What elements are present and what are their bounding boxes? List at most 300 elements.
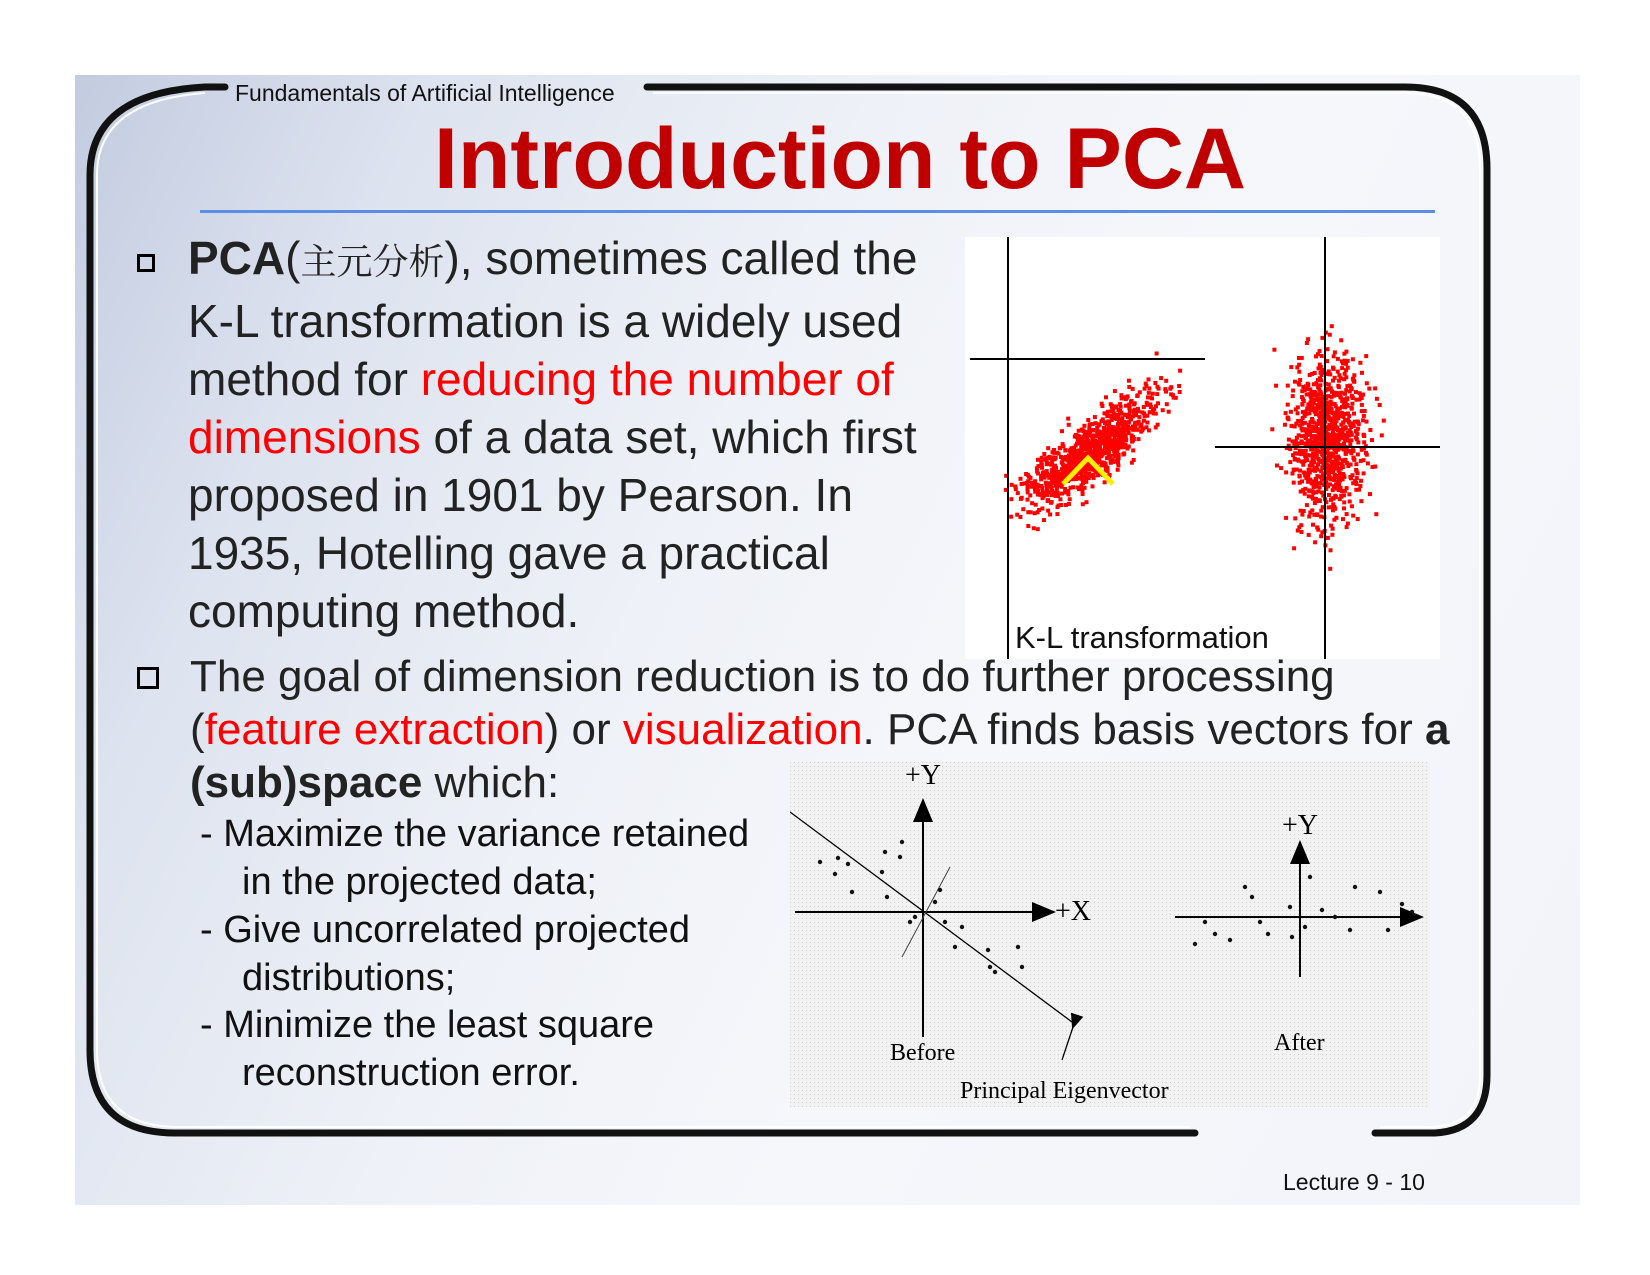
scatter-point bbox=[1319, 534, 1323, 538]
data-point bbox=[908, 920, 912, 924]
scatter-point bbox=[1104, 465, 1108, 469]
scatter-point bbox=[1113, 438, 1117, 442]
scatter-point bbox=[1318, 428, 1322, 432]
scatter-point bbox=[1032, 526, 1036, 530]
scatter-point bbox=[1343, 397, 1347, 401]
scatter-point bbox=[1045, 462, 1049, 466]
feature-extraction-highlight: feature extraction bbox=[204, 705, 545, 754]
scatter-point bbox=[1060, 467, 1064, 471]
scatter-point bbox=[1319, 481, 1323, 485]
scatter-point bbox=[1028, 493, 1032, 497]
data-point bbox=[1290, 935, 1294, 939]
slide bbox=[75, 75, 1580, 1205]
scatter-point bbox=[1350, 394, 1354, 398]
scatter-point bbox=[1300, 426, 1304, 430]
bullet-2-text-a: The goal of dimension reduction is to do further processing ( bbox=[190, 652, 1335, 754]
scatter-point bbox=[1297, 370, 1301, 374]
scatter-point bbox=[1279, 466, 1283, 470]
scatter-point bbox=[1293, 457, 1297, 461]
list-item bbox=[200, 810, 749, 906]
scatter-point bbox=[1019, 497, 1023, 501]
scatter-point bbox=[1121, 422, 1125, 426]
scatter-point bbox=[1080, 452, 1084, 456]
scatter-point bbox=[1317, 489, 1321, 493]
scatter-point bbox=[1128, 405, 1132, 409]
scatter-point bbox=[1355, 432, 1359, 436]
scatter-point bbox=[1104, 395, 1108, 399]
pca-term: PCA bbox=[188, 232, 286, 284]
scatter-point bbox=[1347, 492, 1351, 496]
scatter-point bbox=[1330, 460, 1334, 464]
scatter-point bbox=[1382, 419, 1386, 423]
scatter-point bbox=[1356, 440, 1360, 444]
scatter-point bbox=[1128, 426, 1132, 430]
scatter-point bbox=[1082, 424, 1086, 428]
scatter-point bbox=[1345, 512, 1349, 516]
data-point bbox=[960, 925, 964, 929]
pca-before-after-figure bbox=[790, 762, 1430, 1107]
scatter-point bbox=[1370, 438, 1374, 442]
scatter-point bbox=[1307, 494, 1311, 498]
scatter-point bbox=[1352, 412, 1356, 416]
scatter-point bbox=[1328, 567, 1332, 571]
scatter-point bbox=[1058, 497, 1062, 501]
scatter-point bbox=[1050, 500, 1054, 504]
scatter-point bbox=[1329, 426, 1333, 430]
scatter-point bbox=[1147, 377, 1151, 381]
scatter-point bbox=[1110, 404, 1114, 408]
title-underline bbox=[200, 210, 1435, 213]
scatter-point bbox=[1022, 482, 1026, 486]
scatter-point bbox=[1054, 456, 1058, 460]
scatter-point bbox=[1350, 504, 1354, 508]
scatter-point bbox=[1291, 389, 1295, 393]
scatter-point bbox=[1336, 370, 1340, 374]
scatter-point bbox=[1366, 461, 1370, 465]
data-point bbox=[850, 890, 854, 894]
y-label-before: +Y bbox=[904, 762, 942, 791]
scatter-point bbox=[1363, 409, 1367, 413]
scatter-point bbox=[1346, 359, 1350, 363]
scatter-point bbox=[1141, 410, 1145, 414]
scatter-point bbox=[1341, 465, 1345, 469]
scatter-point bbox=[1100, 404, 1104, 408]
scatter-point bbox=[1071, 447, 1075, 451]
scatter-point bbox=[1009, 497, 1013, 501]
scatter-point bbox=[1333, 473, 1337, 477]
after-label: After bbox=[1274, 1030, 1325, 1056]
scatter-point bbox=[1348, 390, 1352, 394]
scatter-point bbox=[1067, 423, 1071, 427]
scatter-point bbox=[1084, 480, 1088, 484]
scatter-point bbox=[1161, 408, 1165, 412]
scatter-point bbox=[1347, 439, 1351, 443]
scatter-point bbox=[1343, 372, 1347, 376]
scatter-point bbox=[1351, 449, 1355, 453]
data-point bbox=[1020, 965, 1024, 969]
scatter-point bbox=[1359, 479, 1363, 483]
scatter-point bbox=[1339, 338, 1343, 342]
scatter-point bbox=[1334, 516, 1338, 520]
scatter-point bbox=[1034, 503, 1038, 507]
scatter-point bbox=[1039, 477, 1043, 481]
scatter-point bbox=[1097, 447, 1101, 451]
scatter-point bbox=[1113, 431, 1117, 435]
scatter-point bbox=[1336, 357, 1340, 361]
data-point bbox=[1353, 885, 1357, 889]
data-point bbox=[1250, 895, 1254, 899]
scatter-point bbox=[1311, 523, 1315, 527]
scatter-point bbox=[1296, 419, 1300, 423]
scatter-point bbox=[1107, 454, 1111, 458]
list-item-line: - Minimize the least square bbox=[200, 1004, 655, 1046]
scatter-point bbox=[1289, 365, 1293, 369]
scatter-point bbox=[1100, 453, 1104, 457]
scatter-point bbox=[1101, 434, 1105, 438]
scatter-point bbox=[1092, 438, 1096, 442]
scatter-point bbox=[1120, 396, 1124, 400]
scatter-point bbox=[1040, 466, 1044, 470]
data-point bbox=[1228, 938, 1232, 942]
scatter-point bbox=[1291, 394, 1295, 398]
scatter-point bbox=[1341, 459, 1345, 463]
scatter-point bbox=[1272, 348, 1276, 352]
scatter-point bbox=[1332, 354, 1336, 358]
scatter-point bbox=[1368, 492, 1372, 496]
scatter-point bbox=[1053, 464, 1057, 468]
scatter-point bbox=[1359, 459, 1363, 463]
list-item-line: - Give uncorrelated projected bbox=[200, 909, 691, 951]
scatter-point bbox=[1125, 413, 1129, 417]
scatter-point bbox=[1066, 417, 1070, 421]
scatter-point bbox=[1105, 412, 1109, 416]
scatter-point bbox=[1083, 475, 1087, 479]
scatter-point bbox=[1074, 461, 1078, 465]
scatter-point bbox=[1344, 388, 1348, 392]
data-point bbox=[933, 900, 937, 904]
scatter-point bbox=[1132, 458, 1136, 462]
scatter-point bbox=[1154, 412, 1158, 416]
scatter-point bbox=[1077, 429, 1081, 433]
scatter-point bbox=[1057, 504, 1061, 508]
data-point bbox=[988, 965, 992, 969]
scatter-point bbox=[1299, 490, 1303, 494]
scatter-point bbox=[1342, 377, 1346, 381]
scatter-point bbox=[1333, 350, 1337, 354]
scatter-point bbox=[1293, 380, 1297, 384]
scatter-point bbox=[1057, 479, 1061, 483]
scatter-point bbox=[1345, 384, 1349, 388]
scatter-point bbox=[1318, 485, 1322, 489]
scatter-point bbox=[1292, 546, 1296, 550]
data-point bbox=[1243, 885, 1247, 889]
scatter-point bbox=[1305, 393, 1309, 397]
scatter-point bbox=[1297, 474, 1301, 478]
scatter-point bbox=[1288, 460, 1292, 464]
scatter-point bbox=[1127, 385, 1131, 389]
scatter-point bbox=[1119, 435, 1123, 439]
scatter-point bbox=[1069, 451, 1073, 455]
scatter-point bbox=[1317, 459, 1321, 463]
scatter-point bbox=[1131, 424, 1135, 428]
scatter-point bbox=[1106, 434, 1110, 438]
scatter-point bbox=[1131, 435, 1135, 439]
kl-transformation-figure bbox=[965, 237, 1440, 659]
scatter-point bbox=[1287, 438, 1291, 442]
scatter-point bbox=[1338, 395, 1342, 399]
scatter-point bbox=[1049, 484, 1053, 488]
scatter-point bbox=[1127, 431, 1131, 435]
scatter-point bbox=[1340, 359, 1344, 363]
scatter-point bbox=[1087, 476, 1091, 480]
scatter-point bbox=[1329, 400, 1333, 404]
scatter-point bbox=[1354, 488, 1358, 492]
scatter-point bbox=[1137, 437, 1141, 441]
scatter-point bbox=[1299, 509, 1303, 513]
scatter-point bbox=[1079, 477, 1083, 481]
scatter-point bbox=[1041, 471, 1045, 475]
scatter-point bbox=[1307, 515, 1311, 519]
scatter-point bbox=[1315, 468, 1319, 472]
scatter-point bbox=[1061, 463, 1065, 467]
scatter-point bbox=[1155, 352, 1159, 356]
scatter-point bbox=[1064, 448, 1068, 452]
before-label: Before bbox=[890, 1040, 956, 1066]
scatter-point bbox=[1307, 468, 1311, 472]
scatter-point bbox=[1093, 443, 1097, 447]
scatter-point bbox=[1036, 527, 1040, 531]
checkbox-bullet-icon bbox=[137, 667, 159, 689]
scatter-point bbox=[1326, 347, 1330, 351]
data-point bbox=[1203, 920, 1207, 924]
scatter-point bbox=[1156, 385, 1160, 389]
scatter-point bbox=[1286, 403, 1290, 407]
scatter-point bbox=[1305, 457, 1309, 461]
scatter-point bbox=[1303, 492, 1307, 496]
data-point bbox=[1386, 928, 1390, 932]
scatter-point bbox=[1303, 487, 1307, 491]
scatter-point bbox=[1354, 481, 1358, 485]
scatter-point bbox=[1344, 368, 1348, 372]
data-point bbox=[836, 856, 840, 860]
scatter-point bbox=[1021, 507, 1025, 511]
scatter-point bbox=[1308, 373, 1312, 377]
scatter-point bbox=[1300, 389, 1304, 393]
scatter-point bbox=[1354, 462, 1358, 466]
scatter-point bbox=[1342, 500, 1346, 504]
scatter-point bbox=[1360, 448, 1364, 452]
scatter-point bbox=[1146, 403, 1150, 407]
scatter-point bbox=[1178, 369, 1182, 373]
scatter-point bbox=[1026, 524, 1030, 528]
scatter-point bbox=[1300, 513, 1304, 517]
scatter-point bbox=[1147, 386, 1151, 390]
scatter-point bbox=[1312, 485, 1316, 489]
scatter-point bbox=[1042, 452, 1046, 456]
data-point bbox=[1016, 945, 1020, 949]
scatter-point bbox=[1060, 429, 1064, 433]
scatter-point bbox=[1346, 522, 1350, 526]
scatter-point bbox=[1319, 378, 1323, 382]
data-point bbox=[846, 862, 850, 866]
eigenvector-label: Principal Eigenvector bbox=[960, 1078, 1169, 1104]
scatter-point bbox=[1355, 398, 1359, 402]
scatter-point bbox=[1151, 392, 1155, 396]
scatter-point bbox=[1026, 498, 1030, 502]
scatter-point bbox=[1318, 383, 1322, 387]
scatter-point bbox=[1314, 354, 1318, 358]
scatter-point bbox=[1358, 361, 1362, 365]
scatter-point bbox=[1082, 435, 1086, 439]
scatter-point bbox=[1301, 403, 1305, 407]
scatter-point bbox=[1314, 478, 1318, 482]
scatter-point bbox=[1014, 487, 1018, 491]
scatter-point bbox=[1304, 449, 1308, 453]
data-point bbox=[1303, 925, 1307, 929]
data-point bbox=[1266, 932, 1270, 936]
scatter-point bbox=[1142, 419, 1146, 423]
scatter-point bbox=[1088, 422, 1092, 426]
scatter-point bbox=[1310, 508, 1314, 512]
scatter-point bbox=[1292, 481, 1296, 485]
scatter-point bbox=[1302, 399, 1306, 403]
scatter-point bbox=[1076, 451, 1080, 455]
data-point bbox=[885, 895, 889, 899]
scatter-point bbox=[1343, 405, 1347, 409]
scatter-point bbox=[1091, 484, 1095, 488]
scatter-point bbox=[1310, 462, 1314, 466]
scatter-point bbox=[1351, 473, 1355, 477]
scatter-point bbox=[1353, 420, 1357, 424]
scatter-point bbox=[1300, 530, 1304, 534]
scatter-point bbox=[1132, 402, 1136, 406]
scatter-point bbox=[1132, 410, 1136, 414]
scatter-point bbox=[1343, 437, 1347, 441]
scatter-point bbox=[1303, 421, 1307, 425]
scatter-point bbox=[1097, 440, 1101, 444]
scatter-point bbox=[1331, 477, 1335, 481]
scatter-point bbox=[1317, 393, 1321, 397]
bullet-2-text-b: ) or bbox=[544, 705, 623, 754]
scatter-point bbox=[1081, 492, 1085, 496]
scatter-point bbox=[1365, 381, 1369, 385]
scatter-point bbox=[1309, 448, 1313, 452]
scatter-point bbox=[1373, 465, 1377, 469]
scatter-point bbox=[1274, 384, 1278, 388]
scatter-point bbox=[1112, 460, 1116, 464]
scatter-point bbox=[1082, 469, 1086, 473]
scatter-point bbox=[1067, 502, 1071, 506]
scatter-point bbox=[1307, 423, 1311, 427]
list-item bbox=[200, 1001, 654, 1097]
scatter-point bbox=[1300, 395, 1304, 399]
data-point bbox=[913, 915, 917, 919]
scatter-point bbox=[1046, 446, 1050, 450]
scatter-point bbox=[1360, 396, 1364, 400]
scatter-point bbox=[1330, 324, 1334, 328]
scatter-point bbox=[1329, 548, 1333, 552]
scatter-point bbox=[1335, 407, 1339, 411]
scatter-point bbox=[1079, 487, 1083, 491]
scatter-point bbox=[1121, 440, 1125, 444]
scatter-point bbox=[1373, 386, 1377, 390]
scatter-point bbox=[1135, 394, 1139, 398]
scatter-point bbox=[1310, 436, 1314, 440]
scatter-point bbox=[1326, 387, 1330, 391]
bullet-1-text-a: ), sometimes called the K-L transformation is a widely used method for bbox=[188, 232, 918, 405]
scatter-point bbox=[1076, 434, 1080, 438]
scatter-point bbox=[1311, 459, 1315, 463]
scatter-point bbox=[1064, 455, 1068, 459]
scatter-point bbox=[1334, 450, 1338, 454]
scatter-point bbox=[1300, 479, 1304, 483]
scatter-point bbox=[1331, 502, 1335, 506]
scatter-point bbox=[1327, 474, 1331, 478]
scatter-point bbox=[1087, 444, 1091, 448]
scatter-point bbox=[1154, 404, 1158, 408]
scatter-point bbox=[1358, 484, 1362, 488]
scatter-point bbox=[1095, 426, 1099, 430]
data-point bbox=[953, 945, 957, 949]
scatter-point bbox=[1327, 493, 1331, 497]
scatter-point bbox=[1313, 540, 1317, 544]
scatter-point bbox=[1033, 479, 1037, 483]
scatter-point bbox=[1061, 442, 1065, 446]
scatter-point bbox=[1354, 390, 1358, 394]
subspace-term: a (sub)space bbox=[190, 705, 1450, 807]
scatter-point bbox=[1352, 373, 1356, 377]
scatter-point bbox=[1306, 382, 1310, 386]
scatter-point bbox=[1055, 472, 1059, 476]
scatter-point bbox=[1092, 476, 1096, 480]
data-point bbox=[943, 920, 947, 924]
scatter-point bbox=[1120, 416, 1124, 420]
scatter-point bbox=[1295, 468, 1299, 472]
scatter-point bbox=[1141, 427, 1145, 431]
scatter-point bbox=[1061, 473, 1065, 477]
scatter-point bbox=[1290, 424, 1294, 428]
scatter-point bbox=[1362, 440, 1366, 444]
data-point bbox=[880, 870, 884, 874]
scatter-point bbox=[1343, 392, 1347, 396]
scatter-point bbox=[1326, 536, 1330, 540]
scatter-point bbox=[1009, 515, 1013, 519]
scatter-point bbox=[1316, 404, 1320, 408]
scatter-point bbox=[1113, 389, 1117, 393]
scatter-point bbox=[1165, 402, 1169, 406]
scatter-point bbox=[1328, 372, 1332, 376]
bullet-2-text-d: which: bbox=[422, 758, 560, 807]
scatter-point bbox=[1331, 379, 1335, 383]
data-point bbox=[1410, 910, 1414, 914]
list-item-line: reconstruction error. bbox=[242, 1052, 580, 1094]
scatter-point bbox=[1352, 457, 1356, 461]
scatter-point bbox=[1153, 381, 1157, 385]
scatter-point bbox=[1346, 412, 1350, 416]
scatter-point bbox=[1306, 337, 1310, 341]
scatter-point bbox=[1355, 476, 1359, 480]
scatter-point bbox=[1178, 390, 1182, 394]
scatter-point bbox=[1085, 437, 1089, 441]
scatter-point bbox=[1293, 516, 1297, 520]
data-point bbox=[1258, 920, 1262, 924]
scatter-point bbox=[1303, 434, 1307, 438]
scatter-point bbox=[1311, 497, 1315, 501]
scatter-point bbox=[1348, 442, 1352, 446]
scatter-point bbox=[1125, 396, 1129, 400]
data-point bbox=[883, 850, 887, 854]
scatter-point bbox=[1300, 441, 1304, 445]
